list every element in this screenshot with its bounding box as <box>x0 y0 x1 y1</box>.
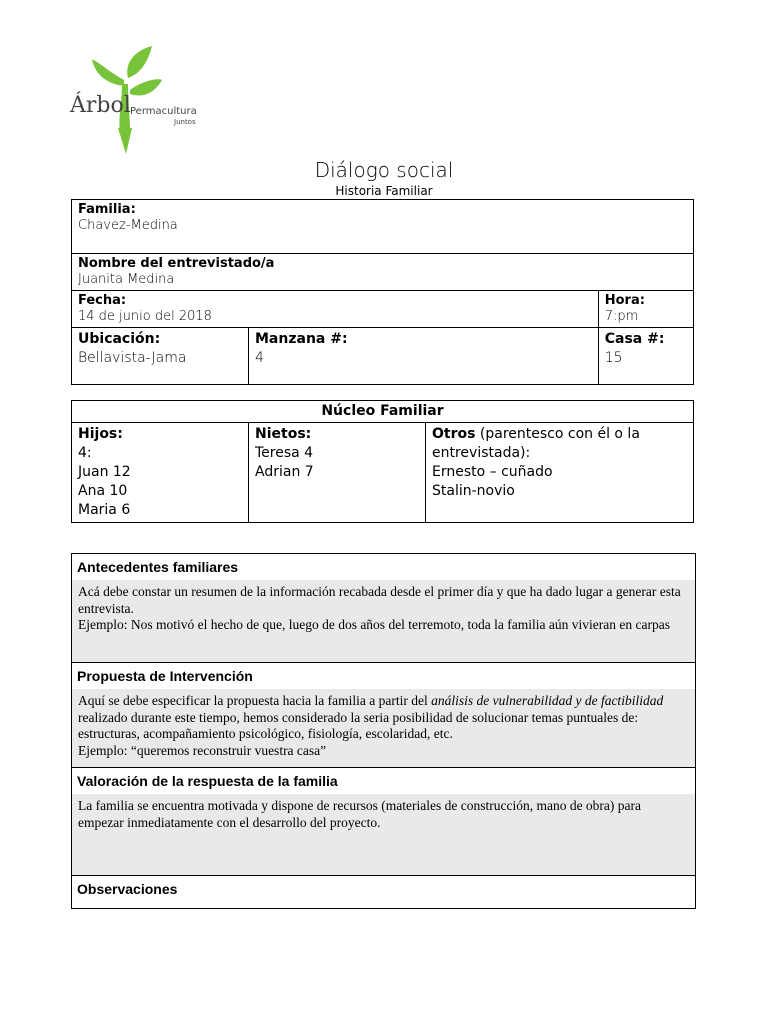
valoracion-p1: La familia se encuentra motivada y dispone de recursos (materiales de construcción, mano de obra) para empezar inmediatamente con el desarrollo del proyecto. <box>78 798 642 830</box>
ubicacion-label: Ubicación: <box>78 331 161 347</box>
leaf-left <box>92 60 124 86</box>
manzana-cell <box>249 328 599 385</box>
ubicacion-cell <box>72 328 249 385</box>
entrevistado-cell <box>72 254 694 291</box>
propuesta-p2: Ejemplo: “queremos reconstruir vuestra casa” <box>78 742 327 758</box>
casa-cell <box>598 328 693 385</box>
antecedentes-section <box>72 554 695 662</box>
nietos-label: Nietos: <box>255 426 312 442</box>
ubicacion-value: Bellavista-Jama <box>78 350 187 366</box>
valoracion-body <box>72 794 695 875</box>
familia-cell <box>72 200 694 254</box>
page-subtitle: Historia Familiar <box>335 184 433 198</box>
otros-note: (parentesco con él o la entrevistada): <box>432 426 640 461</box>
fecha-cell <box>72 291 599 328</box>
logo-line2: Juntos <box>174 118 196 126</box>
antecedentes-title: Antecedentes familiares <box>72 554 695 580</box>
antecedentes-body <box>72 580 695 662</box>
propuesta-section <box>72 662 695 767</box>
casa-label: Casa #: <box>604 331 665 347</box>
valoracion-section <box>72 767 695 875</box>
hora-label: Hora: <box>604 293 645 308</box>
leaf-top <box>127 46 152 78</box>
propuesta-body <box>72 689 695 767</box>
page-title: Diálogo social <box>314 158 454 182</box>
casa-value: 15 <box>604 350 623 366</box>
hijos-item: Maria 6 <box>78 502 131 518</box>
hijos-item: 4: <box>78 445 92 461</box>
root <box>118 128 132 154</box>
familia-label: Familia: <box>78 202 136 217</box>
fecha-value: 14 de junio del 2018 <box>78 309 212 324</box>
otros-cell <box>426 423 694 523</box>
arbol-logo <box>66 40 226 160</box>
observaciones-section <box>72 875 695 902</box>
hijos-label: Hijos: <box>78 426 123 442</box>
hora-cell <box>598 291 693 328</box>
manzana-label: Manzana #: <box>255 331 348 347</box>
familia-value: Chavez-Medina <box>78 218 178 233</box>
otros-item: Stalin-novio <box>432 483 515 499</box>
nietos-item: Teresa 4 <box>255 445 314 461</box>
otros-heading <box>432 425 687 463</box>
entrevistado-label: Nombre del entrevistado/a <box>78 256 275 271</box>
leaf-right <box>130 79 162 95</box>
antecedentes-p1: Acá debe constar un resumen de la información recabada desde el primer día y que ha dado lugar a generar esta entrevista. <box>78 584 681 616</box>
hijos-cell <box>72 423 249 523</box>
nucleo-table <box>71 400 694 523</box>
nietos-item: Adrian 7 <box>255 464 314 480</box>
propuesta-title: Propuesta de Intervención <box>72 663 695 689</box>
nietos-cell <box>249 423 426 523</box>
hora-value: 7:pm <box>604 309 639 324</box>
manzana-value: 4 <box>255 350 264 366</box>
propuesta-p1-a: Aquí se debe especificar la propuesta hacia la familia a partir del <box>78 693 432 708</box>
otros-item: Ernesto – cuñado <box>432 464 553 480</box>
info-table <box>71 199 694 385</box>
entrevistado-value: Juanita Medina <box>78 272 175 287</box>
logo-brand: Árbol <box>70 93 131 118</box>
propuesta-p1 <box>78 693 689 743</box>
fecha-label: Fecha: <box>78 293 127 308</box>
propuesta-p1-b: realizado durante este tiempo, hemos considerado la seria posibilidad de solucionar temas puntuales de: estructuras, acompañamiento psicológico, fisiología, escolaridad, etc. <box>78 709 639 741</box>
observaciones-title: Observaciones <box>72 876 695 902</box>
propuesta-p1-em: análisis de vulnerabilidad y de factibilidad <box>431 693 664 708</box>
otros-label: Otros <box>432 426 476 442</box>
hijos-item: Ana 10 <box>78 483 128 499</box>
hijos-item: Juan 12 <box>78 464 131 480</box>
sections-box <box>71 553 696 909</box>
antecedentes-p2: Ejemplo: Nos motivó el hecho de que, luego de dos años del terremoto, toda la familia aún vivieran en carpas <box>78 617 670 632</box>
logo-line1: Permacultura <box>130 106 197 117</box>
nucleo-title: Núcleo Familiar <box>72 401 694 423</box>
valoracion-title: Valoración de la respuesta de la familia <box>72 768 695 794</box>
